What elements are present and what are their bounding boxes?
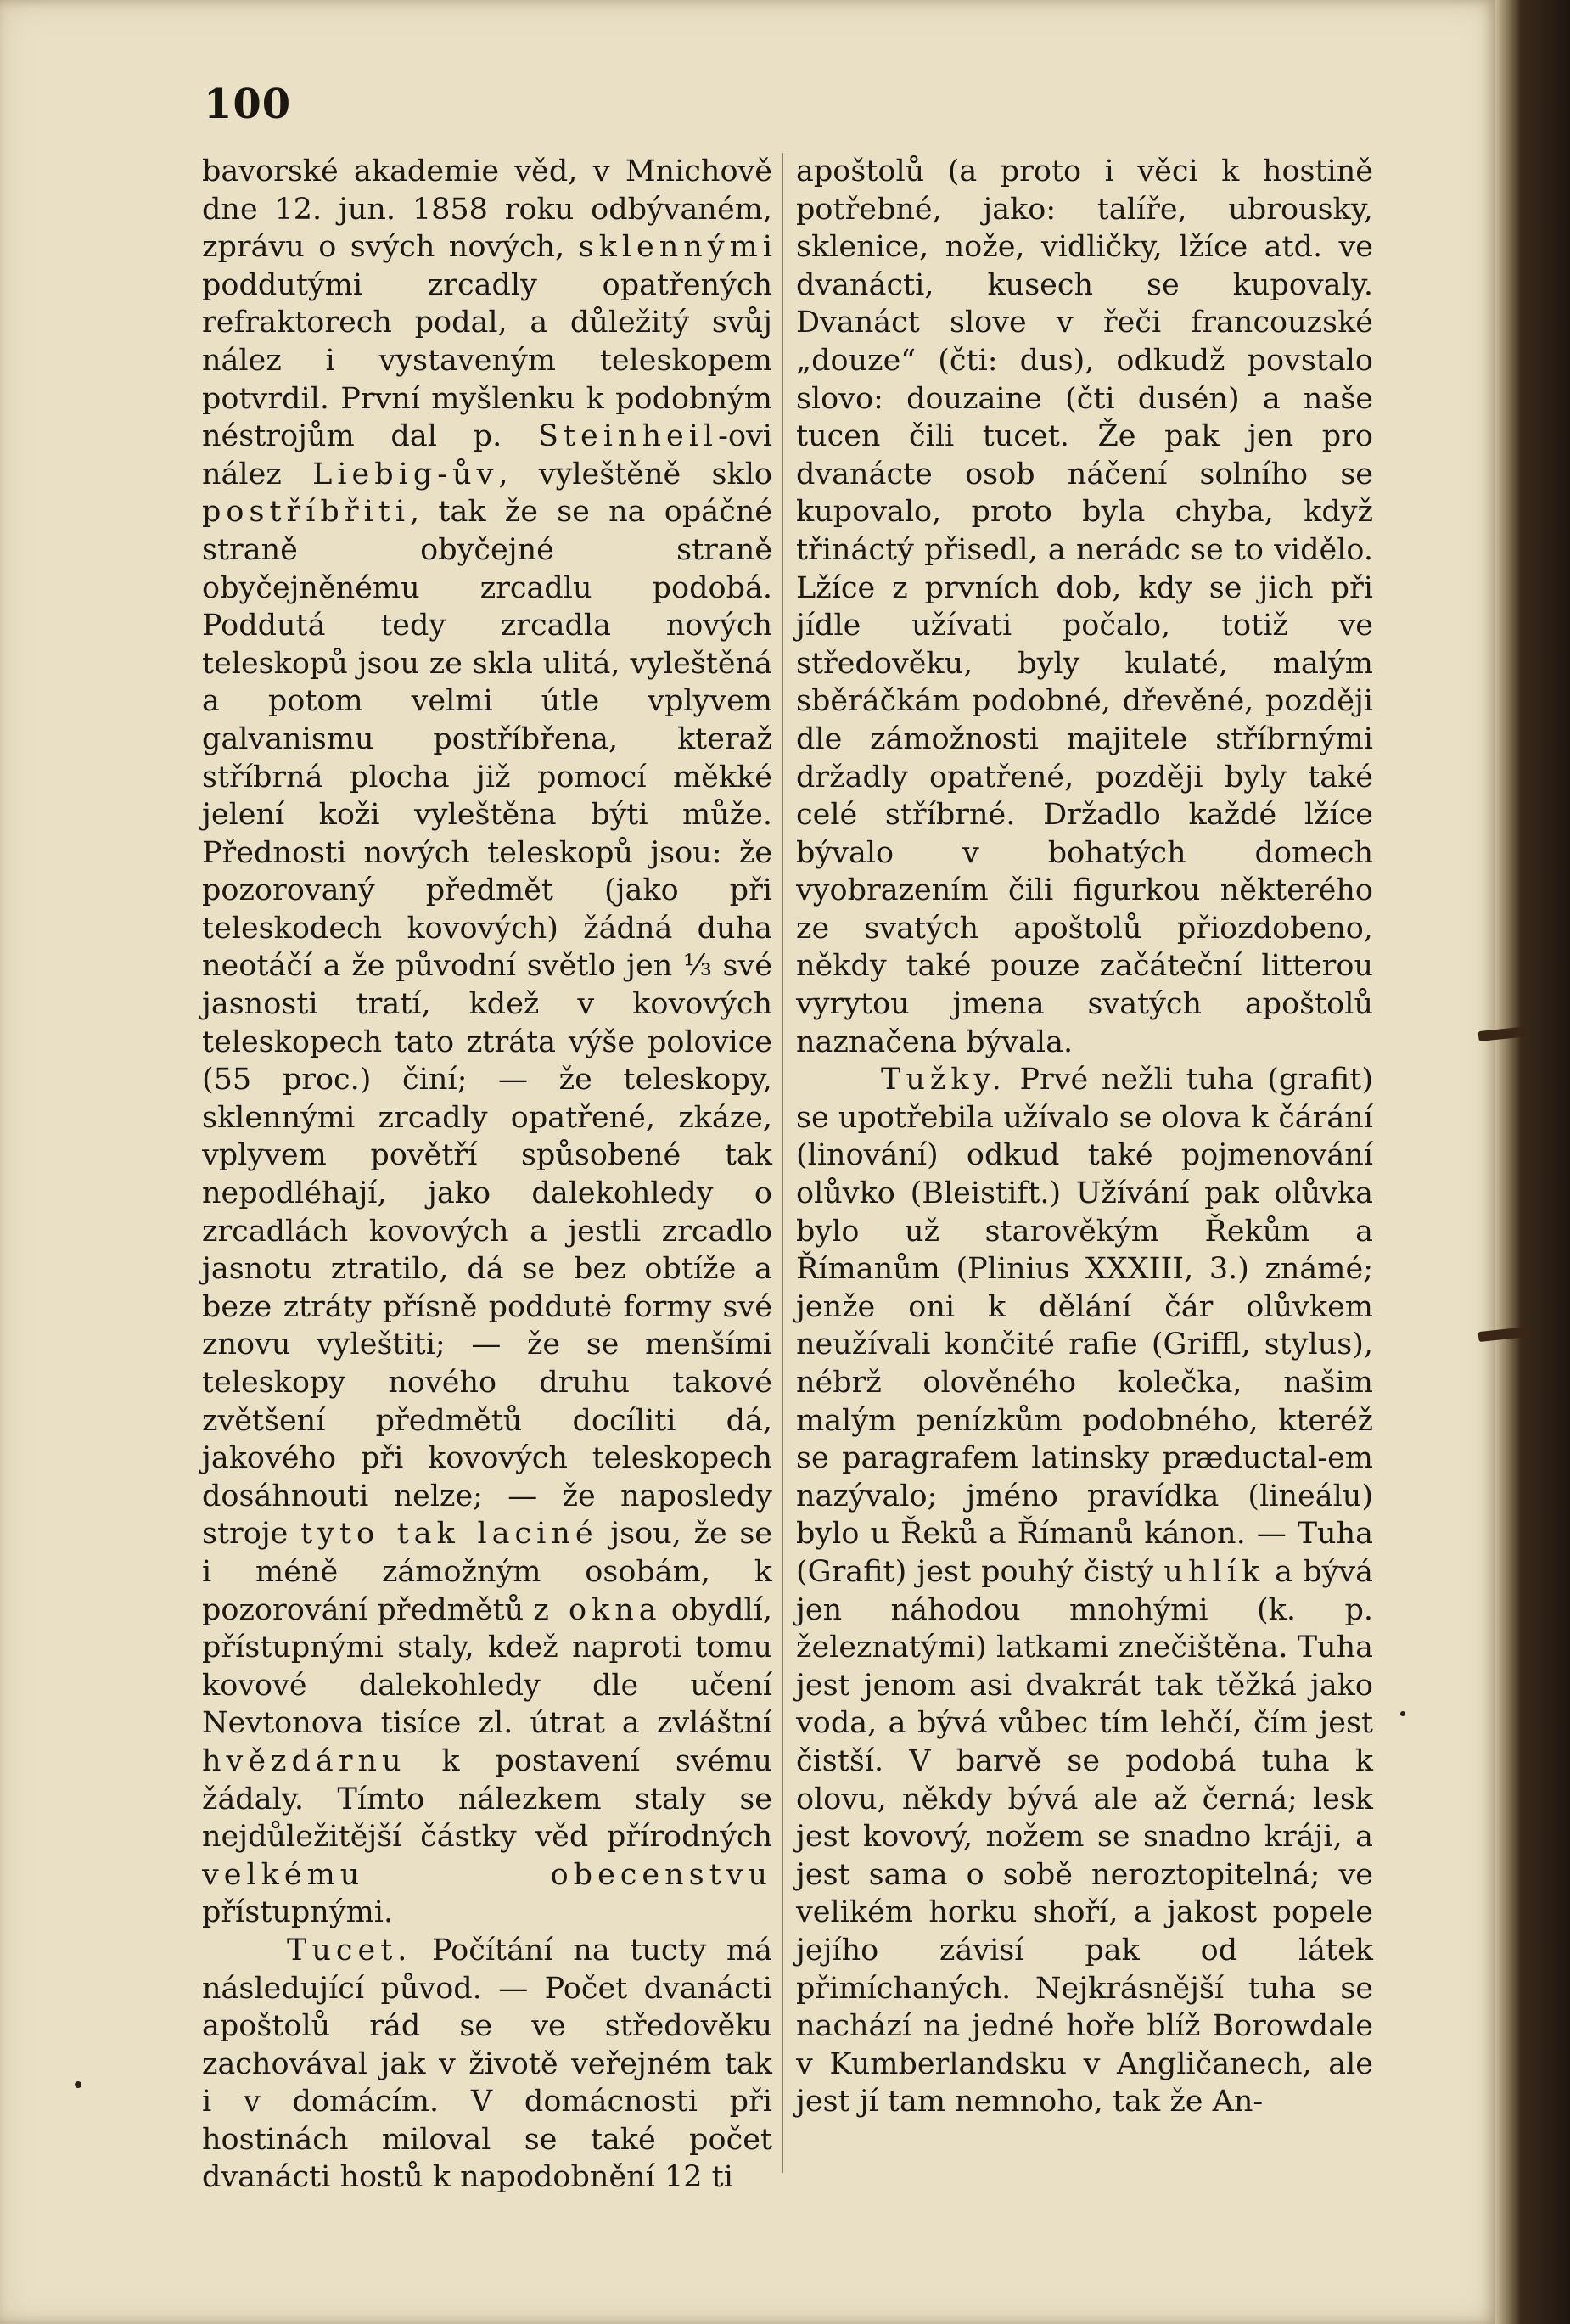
spaced-term: tyto tak laciné (300, 1517, 598, 1552)
text-run: přístupnými. (202, 1895, 394, 1930)
left-column (202, 153, 772, 2197)
ink-speck (1400, 1711, 1405, 1716)
section-heading-tucet: Tucet. (287, 1933, 412, 1968)
text-run: , tak že se na opáčné straně obyčejné straně obyčejněnému zrcadlu podobá. Poddutá tedy zrcadla nových teleskopů jsou ze skla ulitá, vyleštěná a potom velmi útle vplyvem galvanismu postříbřena, kteraž stříbrná plocha již pomocí měkké jelení koži vyleštěna býti může. Přednosti nových teleskopů jsou: že pozorovaný předmět (jako při teleskodech kovových) žádná duha neotáčí a že původní světlo jen ⅓ své jasnosti tratí, kdež v kovových teleskopech tato ztráta výše polovice (55 proc.) činí; — že teleskopy, sklennými zrcadly opatřené, zkáze, vplyvem povětří spůsobené tak nepodléhají, jako dalekohledy o zrcadlách kovových a jestli zrcadlo jasnotu ztratilo, dá se bez obtíže a beze ztráty přísně poddutė formy své znovu vyleštiti; — že se menšími teleskopy nového druhu takové zvětšení předmětů docíliti dá, jakového při kovových teleskopech dosáhnouti nelze; — že naposledy stroje (202, 495, 772, 1552)
spaced-term: postříbřiti (202, 495, 411, 530)
spaced-name: Steinheil (537, 419, 719, 454)
right-column (796, 153, 1373, 2121)
text-run: bavorské akademie věd, v Mnichově dne 12. jun. 1858 roku odbývaném, zprávu o svých nových, (202, 154, 772, 265)
text-run: , vyleštěně sklo (498, 457, 772, 491)
page-number: 100 (204, 81, 292, 128)
paragraph-text: a bývá jen náhodou mnohými (k. p. železnatými) latkami znečištěna. Tuha jest jenom asi dvakrát tak těžká jako voda, a bývá vůbec tím lehčí, čím jest čistší. V barvě se podobá tuha k olovu, někdy bývá ale až černá; lesk jest kovový, nožem se snadno kráji, a jest sama o sobě neroztopitelná; ve velikém horku shoří, a jakost popele jejího závisí pak od látek přimíchaných. Nejkrásnější tuha se nachází na jedné hoře blíž Borowdale v Kumberlandsku v Angličanech, ale jest jí tam nemnoho, tak že An- (796, 1554, 1374, 2119)
spaced-term: uhlík (1163, 1554, 1265, 1589)
text-run: -ovi nález (202, 419, 772, 491)
spaced-term: velkému obecenstvu (202, 1857, 772, 1892)
text-run: jsou, že se i méně zámožným osobám, k pozorování předmětů (202, 1517, 772, 1627)
spaced-term: sklenným (578, 230, 763, 265)
text-run: k postavení svému žádaly. Tímto nálezkem staly se nejdůležitější částky věd přírodných (202, 1743, 772, 1855)
text-run: i poddutými zrcadly opatřených refraktorech podal, a důležitý svůj nález i vystaveným teleskopem potvrdil. První myšlenku k podobným néstrojům dal p. (202, 230, 772, 454)
paragraph-telescopes (202, 153, 772, 1932)
paragraph-spoons: apoštolů (a proto i věci k hostině potřebné, jako: talíře, ubrousky, sklenice, nože, vidličky, lžíce atd. ve dvanácti, kusech se kupovaly. Dvanáct slove v řeči francouzské „douze“ (čti: dus), odkudž povstalo slovo: douzaine (čti dusén) a naše tucen čili tucet. Že pak jen pro dvanácte osob náčení solního se kupovalo, proto byla chyba, když třináctý přisedl, a nerádc se to vidělo. Lžíce z prvních dob, kdy se jich při jídle užívati počalo, totiž ve středověku, byly kulaté, malým sběráčkám podobné, dřevěné, později dle zámožnosti majitele stříbrnými držadly opatřené, později byly také celé stříbrné. Držadlo každé lžíce bývalo v bohatých domech vyobrazením čili figurkou některého ze svatých apoštolů přiozdobeno, někdy také pouze začáteční litterou vyrytou jmena svatých apoštolů naznačena bývala. (796, 154, 1373, 1059)
spaced-term: hvězdárnu (202, 1743, 407, 1778)
ink-speck (75, 2081, 81, 2088)
page-edge (1495, 0, 1570, 2324)
paragraph-tuzky (796, 1061, 1373, 2121)
paragraph-text: Počítání na tucty má následující původ. — Počet dvanácti apoštolů rád se ve středověku zachovával jak v životě veřejném tak i v domácím. V domácnosti při hostinách miloval se také počet dvanácti hostů k napodobnění 12 ti (202, 1933, 772, 2195)
spaced-name: Liebig-ův (312, 457, 499, 491)
text-run: obydlí, přístupnými staly, kdež naproti tomu kovové dalekohledy dle učení Nevtonova tisíce zl. útrat a zvláštní (202, 1592, 772, 1741)
spaced-term: z okna (533, 1592, 662, 1627)
paragraph-tucet (202, 1932, 772, 2197)
paragraph-text: Prvé nežli tuha (grafit) se upotřebila užívalo se olova k čárání (linování) odkud také pojmenování olůvko (Bleistift.) Užívání pak olůvka bylo už starověkým Řekům a Římanům (Plinius XXXIII, 3.) známé; jenže oni k dělání čár olůvkem neužívali končité rafie (Griffl, stylus), nébrž olověného kolečka, našim malým penízkům podobného, kteréž se paragrafem latinsky præductal-em nazývalo; jméno pravídka (lineálu) bylo u Řeků a Římanů kánon. — Tuha (Grafit) jest pouhý čistý (796, 1063, 1373, 1589)
section-heading-tuzky: Tužky. (881, 1063, 1006, 1097)
column-divider (782, 153, 783, 2173)
